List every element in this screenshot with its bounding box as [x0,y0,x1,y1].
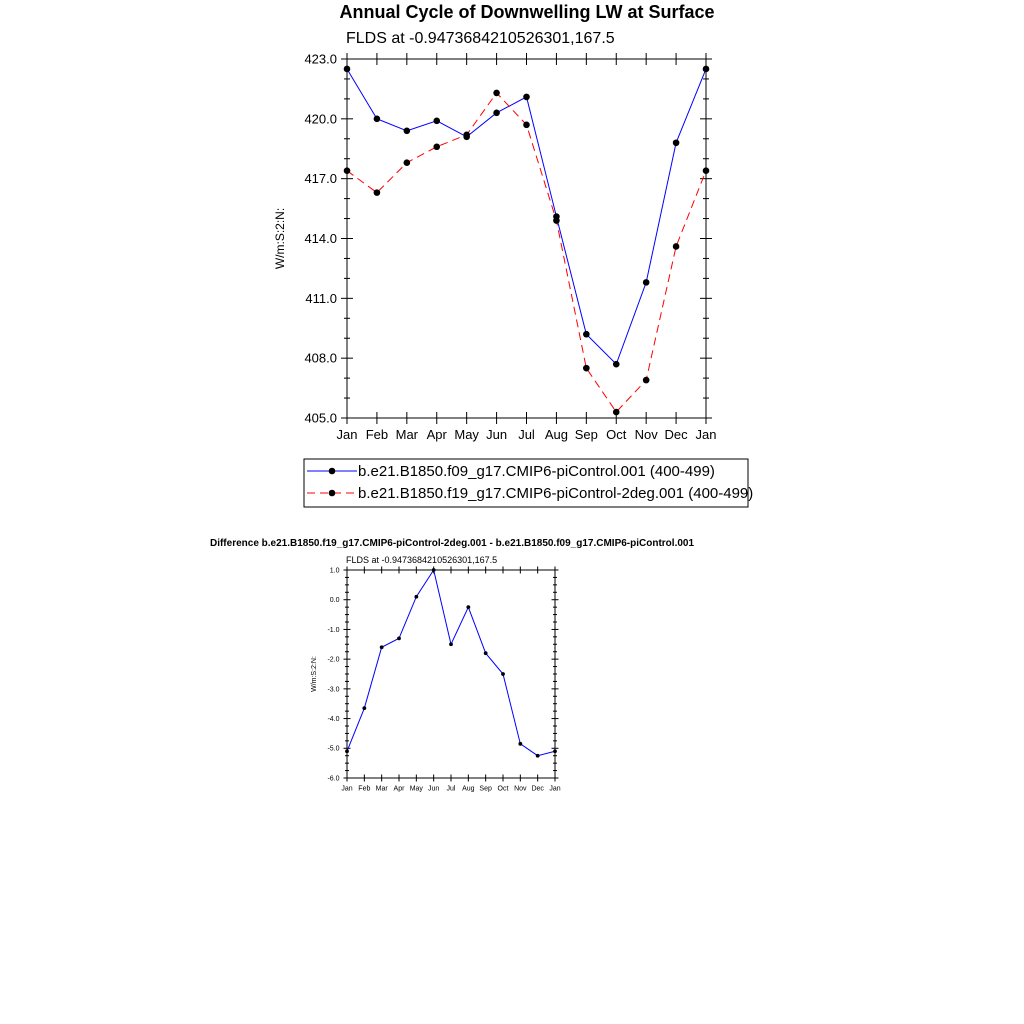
data-point [344,66,351,73]
x-tick-label: Jun [486,427,508,442]
x-tick-label: Oct [606,427,627,442]
x-tick-label: Nov [514,785,527,793]
x-tick-label: Jan [336,427,358,442]
y-tick-label: 411.0 [305,290,337,306]
data-point [613,409,620,416]
series-line-1 [347,69,706,364]
data-point [493,110,500,117]
x-tick-label: Dec [531,785,544,793]
data-point [374,116,381,123]
y-tick-label: -6.0 [327,775,340,783]
x-tick-label: Jun [428,785,440,793]
y-axis-label: W/m:S:2:N: [273,207,287,270]
x-tick-label: Jul [518,427,535,442]
data-point [380,645,384,649]
data-point [433,118,440,125]
legend-marker [329,490,336,497]
difference-chart-subtitle: FLDS at -0.9473684210526301,167.5 [346,555,498,565]
data-point [703,167,710,174]
x-tick-label: Feb [365,427,389,442]
data-point [344,167,351,174]
x-tick-label: Jan [341,785,353,793]
data-point [463,131,470,138]
data-point [536,754,540,758]
y-tick-label: 417.0 [304,171,337,187]
x-tick-label: Jan [695,427,717,442]
data-point [673,139,680,146]
series-line-1 [347,570,555,756]
y-tick-label: 0.0 [329,597,340,605]
y-tick-label: -1.0 [327,626,340,634]
x-tick-label: Jan [549,785,561,793]
y-tick-label: 414.0 [304,231,337,247]
y-tick-label: -5.0 [327,745,340,753]
data-point [553,217,560,224]
difference-plot [311,567,561,793]
y-tick-label: -3.0 [327,686,340,694]
y-axis-label: W/m:S:2:N: [311,656,318,692]
difference-chart-title: Difference b.e21.B1850.f19_g17.CMIP6-piControl-2deg.001 - b.e21.B1850.f09_g17.CMIP6-piControl.001 [209,538,695,549]
x-tick-label: Sep [479,785,492,793]
data-point [501,672,505,676]
data-point [643,279,650,286]
data-point [432,568,436,572]
data-point [643,377,650,384]
x-tick-label: Mar [375,785,388,793]
data-point [523,94,530,101]
x-tick-label: Aug [462,785,475,793]
x-tick-label: Apr [393,785,405,793]
x-tick-label: Aug [544,427,568,442]
data-point [397,636,401,640]
data-point [583,365,590,372]
chart-subtitle: FLDS at -0.9473684210526301,167.5 [346,30,615,47]
x-tick-label: Mar [395,427,419,442]
x-tick-label: Jul [446,785,456,793]
data-point [703,66,710,73]
x-tick-label: Dec [664,427,688,442]
y-tick-label: 408.0 [304,350,337,366]
chart-title: Annual Cycle of Downwelling LW at Surface [339,2,715,22]
data-point [449,642,453,646]
data-point [404,128,411,135]
data-point [673,243,680,250]
x-tick-label: Oct [497,785,509,793]
data-point [613,361,620,368]
data-point [523,122,530,129]
x-tick-label: Feb [358,785,371,793]
data-point [404,159,411,166]
data-point [345,749,349,753]
x-tick-label: Sep [574,427,598,442]
data-point [518,742,522,746]
data-point [414,595,418,599]
data-point [493,90,500,97]
annual-cycle-plot-frame [347,59,706,418]
annual-cycle-plot [273,52,716,442]
data-point [362,706,366,710]
y-tick-label: 423.0 [304,51,337,67]
x-tick-label: May [454,427,479,442]
data-point [484,651,488,655]
x-tick-label: Apr [426,427,447,442]
legend [304,459,753,507]
x-tick-label: Nov [634,427,658,442]
data-point [553,749,557,753]
legend-label-2: b.e21.B1850.f19_g17.CMIP6-piControl-2deg.001 (400-499) [358,485,754,502]
y-tick-label: -4.0 [327,716,340,724]
y-tick-label: 1.0 [329,567,340,575]
y-tick-label: 405.0 [304,410,337,426]
y-tick-label: -2.0 [327,656,340,664]
y-tick-label: 420.0 [304,111,337,127]
data-point [466,605,470,609]
data-point [374,189,381,196]
data-point [433,143,440,150]
data-point [583,331,590,338]
legend-label-1: b.e21.B1850.f09_g17.CMIP6-piControl.001 (400-499) [358,463,715,480]
x-tick-label: May [409,785,423,793]
legend-marker [329,468,336,475]
